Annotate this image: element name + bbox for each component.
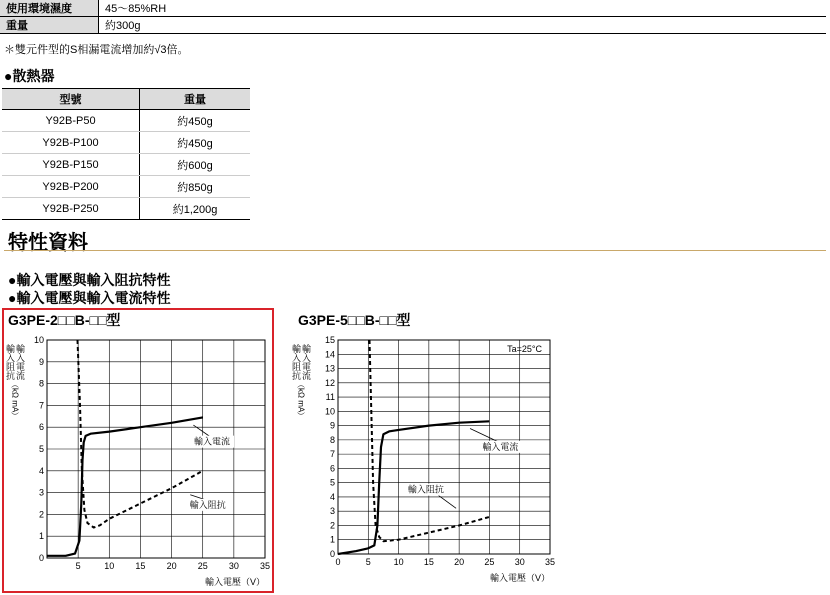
y-tick-label: 14 xyxy=(324,349,335,360)
table-row xyxy=(2,154,250,176)
model-cell: Y92B-P50 xyxy=(2,110,140,132)
y-tick-label: 5 xyxy=(329,477,335,488)
spec-key: 使用環境濕度 xyxy=(0,0,99,17)
y-tick-label: 3 xyxy=(38,487,44,498)
chart2-title: G3PE-5□□B-□□型 xyxy=(298,312,411,328)
x-tick-label: 20 xyxy=(454,557,465,567)
series-label: 輸入阻抗 xyxy=(189,499,226,510)
y-tick-label: 1 xyxy=(38,531,44,542)
table-row xyxy=(2,176,250,198)
y-axis-label: 輸入阻抗 xyxy=(291,344,301,380)
spec-value: 45～85%RH xyxy=(99,0,827,17)
weight-cell: 約450g xyxy=(140,132,250,154)
x-tick-label: 30 xyxy=(228,561,239,571)
y-tick-label: 15 xyxy=(324,335,335,345)
x-tick-label: 0 xyxy=(335,557,341,567)
spec-key: 重量 xyxy=(0,17,99,34)
series-line xyxy=(47,417,203,555)
weight-cell: 約850g xyxy=(140,176,250,198)
spec-row xyxy=(0,17,826,34)
weight-cell: 約1,200g xyxy=(140,198,250,220)
table-row xyxy=(2,198,250,220)
y-tick-label: 2 xyxy=(38,509,44,520)
y-tick-label: 12 xyxy=(324,377,335,388)
y-axis-unit: ︵kΩ mA︶ xyxy=(296,380,306,421)
series-label: 輸入電流 xyxy=(194,436,231,447)
y-tick-label: 7 xyxy=(329,449,335,460)
y-tick-label: 0 xyxy=(38,553,44,563)
x-tick-label: 25 xyxy=(197,561,208,571)
x-tick-label: 30 xyxy=(514,557,525,567)
section-divider xyxy=(4,250,826,251)
section-sub2: ●輸入電壓與輸入電流特性 xyxy=(8,290,171,306)
table-row xyxy=(2,110,250,132)
x-tick-label: 15 xyxy=(423,557,434,567)
spec-row xyxy=(0,0,826,17)
x-tick-label: 15 xyxy=(135,561,146,571)
weight-cell: 約600g xyxy=(140,154,250,176)
chart2 xyxy=(291,328,564,590)
heatsink-heading: ●散熱器 xyxy=(4,68,55,84)
model-cell: Y92B-P250 xyxy=(2,198,140,220)
section-title: 特性資料 xyxy=(8,232,88,254)
y-tick-label: 11 xyxy=(325,392,335,403)
series-label: 輸入阻抗 xyxy=(407,484,444,495)
y-tick-label: 4 xyxy=(329,491,335,502)
section-sub1: ●輸入電壓與輸入阻抗特性 xyxy=(8,272,171,288)
y-tick-label: 10 xyxy=(324,406,335,417)
y-axis-label: 輸入電流 xyxy=(15,344,25,380)
y-axis-label: 輸入阻抗 xyxy=(5,344,15,380)
y-tick-label: 4 xyxy=(38,465,44,476)
col-model: 型號 xyxy=(2,89,140,110)
heatsink-header-row xyxy=(2,89,250,110)
chart1 xyxy=(5,328,271,590)
y-tick-label: 13 xyxy=(324,363,335,374)
table-row xyxy=(2,132,250,154)
x-tick-label: 35 xyxy=(544,557,556,567)
x-axis-label: 輸入電壓（V） xyxy=(489,573,550,583)
model-cell: Y92B-P200 xyxy=(2,176,140,198)
x-tick-label: 25 xyxy=(484,557,495,567)
chart1-title: G3PE-2□□B-□□型 xyxy=(8,312,121,328)
x-tick-label: 10 xyxy=(104,561,115,571)
y-tick-label: 6 xyxy=(329,463,335,474)
y-tick-label: 0 xyxy=(329,549,335,559)
x-tick-label: 10 xyxy=(393,557,404,567)
y-tick-label: 7 xyxy=(38,400,44,411)
series-label: 輸入電流 xyxy=(482,441,519,452)
chart-annotation: Ta=25°C xyxy=(507,344,542,354)
y-tick-label: 8 xyxy=(329,434,335,445)
x-tick-label: 20 xyxy=(166,561,177,571)
y-axis-unit: ︵kΩ mA︶ xyxy=(10,380,20,421)
spec-note: ＊雙元件型的S相漏電流增加約√3倍。 xyxy=(4,44,189,56)
x-axis-label: 輸入電壓（V） xyxy=(204,577,265,587)
y-tick-label: 10 xyxy=(33,335,44,345)
model-cell: Y92B-P150 xyxy=(2,154,140,176)
y-axis-label: 輸入電流 xyxy=(301,344,311,380)
y-tick-label: 6 xyxy=(38,422,44,433)
x-tick-label: 5 xyxy=(365,557,371,567)
y-tick-label: 5 xyxy=(38,444,44,454)
y-tick-label: 2 xyxy=(329,520,335,531)
x-tick-label: 5 xyxy=(75,561,81,571)
model-cell: Y92B-P100 xyxy=(2,132,140,154)
x-tick-label: 35 xyxy=(259,561,271,571)
spec-table xyxy=(0,0,826,34)
y-tick-label: 8 xyxy=(38,378,44,389)
spec-value: 約300g xyxy=(99,17,827,34)
y-tick-label: 9 xyxy=(329,420,335,431)
col-weight: 重量 xyxy=(140,89,250,110)
y-tick-label: 1 xyxy=(329,534,335,545)
leader-line xyxy=(193,425,210,437)
y-tick-label: 3 xyxy=(329,506,335,517)
heatsink-table xyxy=(2,88,250,220)
y-tick-label: 9 xyxy=(38,356,44,367)
weight-cell: 約450g xyxy=(140,110,250,132)
